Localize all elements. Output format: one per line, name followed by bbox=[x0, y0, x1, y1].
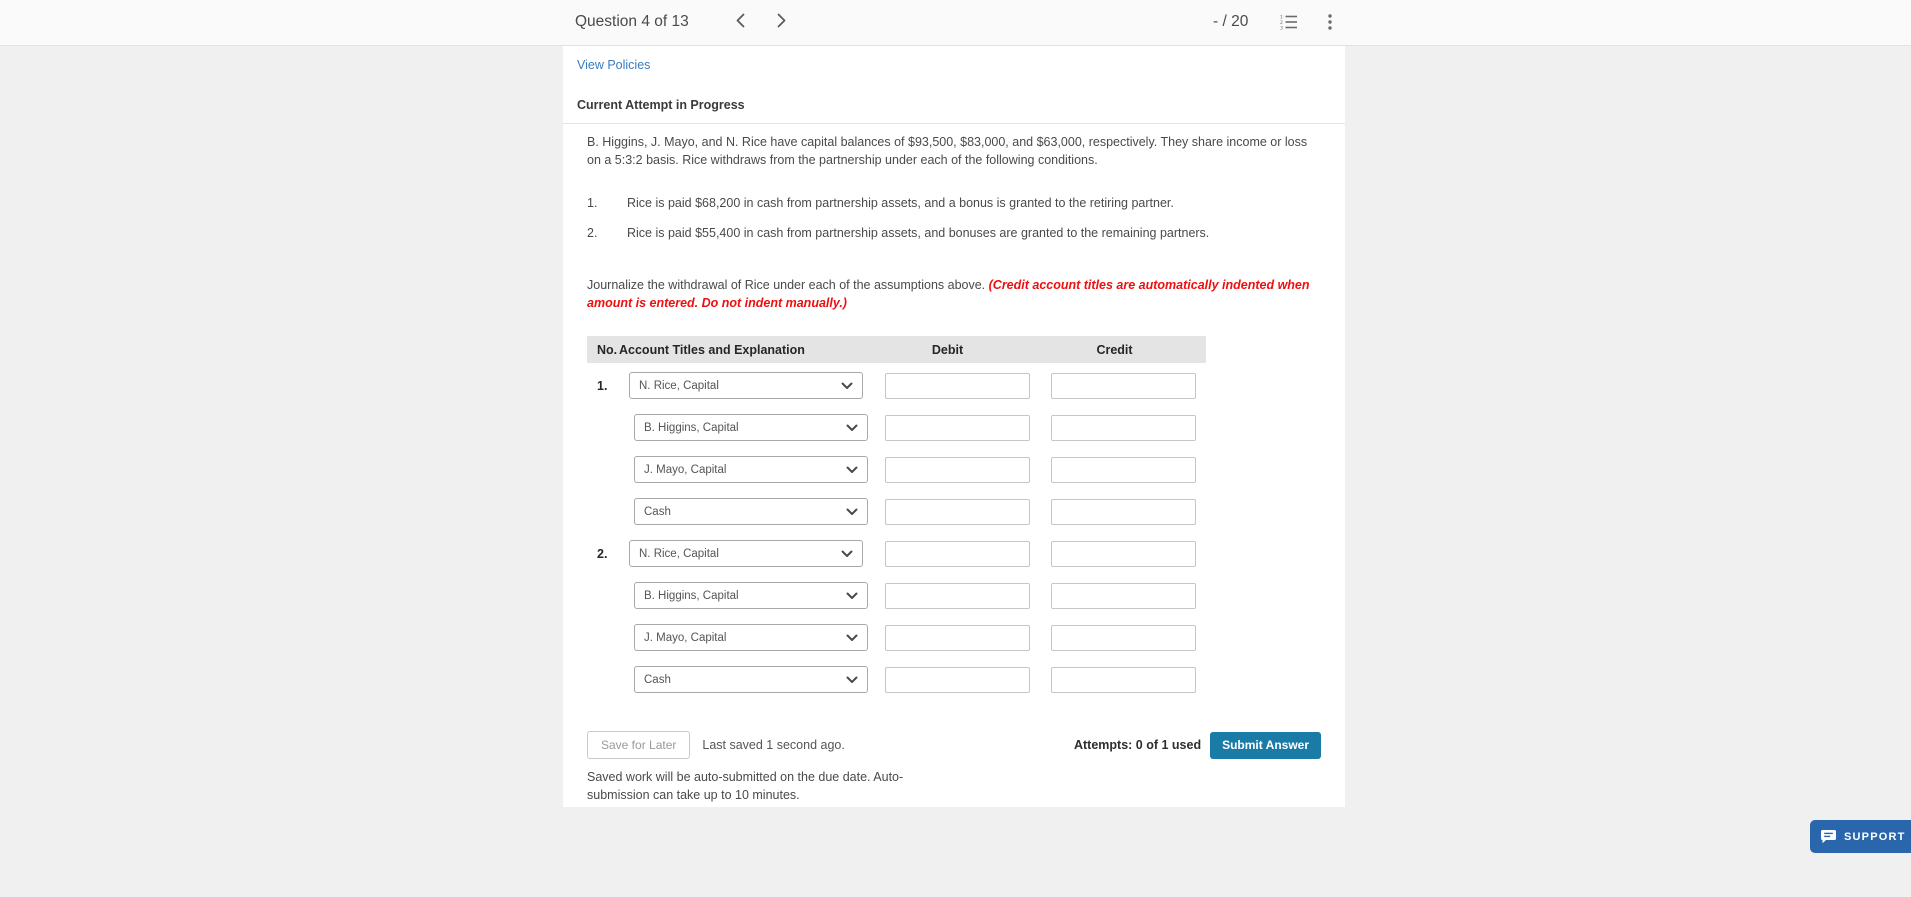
account-select-value: N. Rice, Capital bbox=[639, 379, 719, 392]
account-select-value: J. Mayo, Capital bbox=[644, 631, 727, 644]
table-row bbox=[587, 582, 1206, 609]
table-row bbox=[587, 666, 1206, 693]
chevron-down-icon bbox=[846, 634, 858, 642]
credit-input[interactable] bbox=[1051, 499, 1196, 525]
chevron-down-icon bbox=[846, 466, 858, 474]
conditions-list bbox=[587, 194, 1321, 242]
account-select-value: B. Higgins, Capital bbox=[644, 421, 739, 434]
save-for-later-button[interactable]: Save for Later bbox=[587, 731, 690, 759]
kebab-menu-icon bbox=[1328, 14, 1332, 35]
next-question-button[interactable] bbox=[768, 10, 794, 36]
account-select-value: Cash bbox=[644, 505, 671, 518]
journalize-instruction bbox=[587, 276, 1321, 312]
debit-input[interactable] bbox=[885, 625, 1030, 651]
list-item-text: Rice is paid $55,400 in cash from partnership assets, and bonuses are granted to the remaining partners. bbox=[627, 226, 1210, 240]
view-policies-link[interactable]: View Policies bbox=[577, 58, 651, 72]
more-options-button[interactable] bbox=[1317, 11, 1343, 37]
table-row bbox=[587, 540, 1206, 567]
account-select[interactable] bbox=[629, 540, 863, 567]
debit-input[interactable] bbox=[885, 667, 1030, 693]
table-row bbox=[587, 372, 1206, 399]
account-select[interactable] bbox=[634, 666, 868, 693]
submit-answer-button[interactable]: Submit Answer bbox=[1210, 732, 1321, 759]
problem-statement: B. Higgins, J. Mayo, and N. Rice have capital balances of $93,500, $83,000, and $63,000, respectively. They share income or loss on a 5:3:2 basis. Rice withdraws from the partnership under each of the following conditions. bbox=[587, 135, 1308, 167]
previous-question-button[interactable] bbox=[727, 10, 753, 36]
account-select-value: B. Higgins, Capital bbox=[644, 589, 739, 602]
chat-bubble-icon bbox=[1820, 829, 1837, 845]
last-saved-status: Last saved 1 second ago. bbox=[702, 738, 845, 752]
credit-input[interactable] bbox=[1051, 457, 1196, 483]
chevron-down-icon bbox=[846, 508, 858, 516]
question-counter: Question 4 of 13 bbox=[575, 13, 689, 30]
credit-input[interactable] bbox=[1051, 541, 1196, 567]
list-item-number: 2. bbox=[587, 226, 598, 240]
debit-input[interactable] bbox=[885, 415, 1030, 441]
chevron-down-icon bbox=[841, 550, 853, 558]
support-button[interactable] bbox=[1810, 820, 1911, 853]
account-select[interactable] bbox=[634, 498, 868, 525]
chevron-down-icon bbox=[846, 424, 858, 432]
question-panel bbox=[563, 46, 1345, 807]
account-select[interactable] bbox=[634, 456, 868, 483]
list-item-text: Rice is paid $68,200 in cash from partnership assets, and a bonus is granted to the retiring partner. bbox=[627, 196, 1174, 210]
chevron-down-icon bbox=[841, 382, 853, 390]
score-display: - / 20 bbox=[1213, 13, 1249, 30]
account-select[interactable] bbox=[629, 372, 863, 399]
credit-input[interactable] bbox=[1051, 583, 1196, 609]
chevron-down-icon bbox=[846, 592, 858, 600]
journal-entry-table bbox=[587, 336, 1206, 693]
entry-number: 1. bbox=[597, 378, 608, 393]
column-header-debit: Debit bbox=[931, 342, 964, 357]
svg-text:1: 1 bbox=[1280, 14, 1283, 20]
chevron-down-icon bbox=[846, 676, 858, 684]
question-list-button[interactable] bbox=[1276, 11, 1302, 37]
svg-text:2: 2 bbox=[1280, 20, 1283, 26]
list-item bbox=[587, 194, 1321, 212]
debit-input[interactable] bbox=[885, 373, 1030, 399]
table-header-row bbox=[587, 336, 1206, 363]
account-select[interactable] bbox=[634, 414, 868, 441]
credit-input[interactable] bbox=[1051, 625, 1196, 651]
list-item-number: 1. bbox=[587, 196, 598, 210]
account-select[interactable] bbox=[634, 582, 868, 609]
credit-input[interactable] bbox=[1051, 667, 1196, 693]
svg-text:3: 3 bbox=[1280, 25, 1283, 30]
account-select-value: Cash bbox=[644, 673, 671, 686]
attempts-counter: Attempts: 0 of 1 used bbox=[1073, 738, 1202, 752]
attempt-status-heading: Current Attempt in Progress bbox=[577, 98, 745, 112]
column-header-credit: Credit bbox=[1096, 342, 1133, 357]
entry-number: 2. bbox=[597, 546, 608, 561]
list-item bbox=[587, 224, 1321, 242]
instruction-text: Journalize the withdrawal of Rice under each of the assumptions above. bbox=[587, 278, 989, 292]
credit-input[interactable] bbox=[1051, 415, 1196, 441]
autosubmit-note: Saved work will be auto-submitted on the due date. Auto-submission can take up to 10 minutes. bbox=[587, 770, 904, 802]
account-select-value: J. Mayo, Capital bbox=[644, 463, 727, 476]
table-row bbox=[587, 456, 1206, 483]
table-row bbox=[587, 624, 1206, 651]
account-select[interactable] bbox=[634, 624, 868, 651]
question-toolbar bbox=[0, 0, 1911, 46]
chevron-right-icon bbox=[776, 13, 787, 33]
support-button-label: SUPPORT bbox=[1844, 830, 1906, 843]
table-row bbox=[587, 414, 1206, 441]
numbered-list-icon bbox=[1280, 14, 1298, 35]
debit-input[interactable] bbox=[885, 457, 1030, 483]
instruction-warning-text: (Credit account titles are automatically indented when amount is entered. Do not indent manually.) bbox=[587, 278, 1310, 310]
chevron-left-icon bbox=[735, 13, 746, 33]
debit-input[interactable] bbox=[885, 541, 1030, 567]
credit-input[interactable] bbox=[1051, 373, 1196, 399]
debit-input[interactable] bbox=[885, 499, 1030, 525]
table-row bbox=[587, 498, 1206, 525]
column-header-no: No. bbox=[597, 342, 618, 357]
account-select-value: N. Rice, Capital bbox=[639, 547, 719, 560]
column-header-account: Account Titles and Explanation bbox=[619, 342, 805, 357]
debit-input[interactable] bbox=[885, 583, 1030, 609]
